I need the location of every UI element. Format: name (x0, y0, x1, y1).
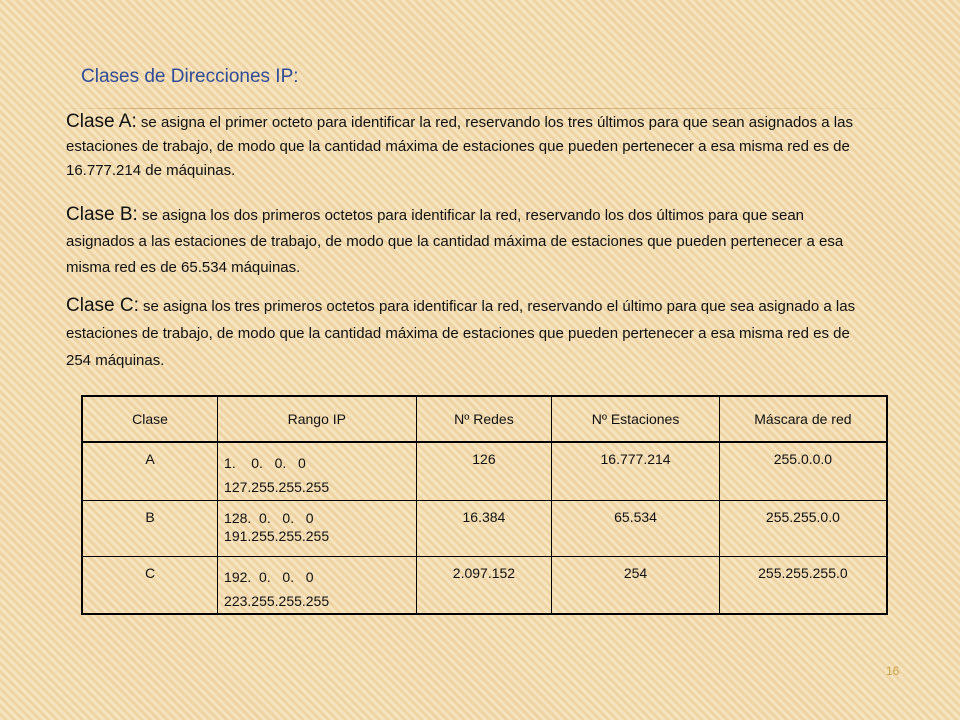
range-start: 192. 0. 0. 0 (224, 568, 314, 585)
range-start: 128. 0. 0. 0 (224, 509, 314, 526)
header-rango-ip: Rango IP (218, 396, 417, 442)
cell-redes: 16.384 (416, 500, 552, 556)
range-end: 223.255.255.255 (224, 592, 330, 609)
cell-mascara: 255.255.0.0 (719, 500, 887, 556)
table-row (82, 556, 887, 614)
cell-clase: C (82, 556, 218, 614)
ip-classes-table (81, 395, 888, 615)
cell-redes: 2.097.152 (416, 556, 552, 614)
cell-mascara: 255.255.255.0 (719, 556, 887, 614)
cell-rango-ip (218, 442, 417, 500)
cell-clase: B (82, 500, 218, 556)
cell-estaciones: 16.777.214 (552, 442, 720, 500)
cell-mascara: 255.0.0.0 (719, 442, 887, 500)
cell-estaciones: 254 (552, 556, 720, 614)
header-estaciones: Nº Estaciones (552, 396, 720, 442)
table-header-row (82, 396, 887, 442)
range-end: 127.255.255.255 (224, 479, 330, 495)
clase-c-text: se asigna los tres primeros octetos para identificar la red, reservando el último para que sea asignado a las estaciones de trabajo, de modo que la cantidad máxima de estaciones que pueden pertenecer a esa misma red es de 254 máquinas. (66, 298, 856, 369)
table-row (82, 500, 887, 556)
title-divider (60, 108, 920, 109)
cell-rango-ip (218, 556, 417, 614)
header-clase: Clase (82, 396, 218, 442)
cell-estaciones: 65.534 (552, 500, 720, 556)
clase-c-lead: Clase C: (66, 295, 139, 316)
header-mascara: Máscara de red (719, 396, 887, 442)
page-number: 16 (886, 664, 900, 678)
cell-redes: 126 (416, 442, 552, 500)
clase-b-lead: Clase B: (66, 204, 138, 225)
paragraph-clase-b (66, 202, 856, 281)
clase-a-lead: Clase A: (66, 111, 137, 132)
clase-a-text: se asigna el primer octeto para identificar la red, reservando los tres últimos para que sean asignados a las estaciones de trabajo, de modo que la cantidad máxima de estaciones que pueden pertenecer a esa misma red es de 16.777.214 de máquinas. (66, 114, 853, 179)
paragraph-clase-a (66, 110, 856, 183)
clase-b-text: se asigna los dos primeros octetos para identificar la red, reservando los dos últimos para que sean asignados a las estaciones de trabajo, de modo que la cantidad máxima de estaciones que pueden pertenecer a esa misma red es de 65.534 máquinas. (66, 207, 844, 276)
cell-rango-ip (218, 500, 417, 556)
header-redes: Nº Redes (416, 396, 552, 442)
table-row (82, 442, 887, 500)
slide-title: Clases de Direcciones IP: (81, 66, 299, 87)
paragraph-clase-c (66, 292, 856, 374)
cell-clase: A (82, 442, 218, 500)
range-end: 191.255.255.255 (224, 527, 330, 544)
range-start: 1. 0. 0. 0 (224, 455, 306, 471)
